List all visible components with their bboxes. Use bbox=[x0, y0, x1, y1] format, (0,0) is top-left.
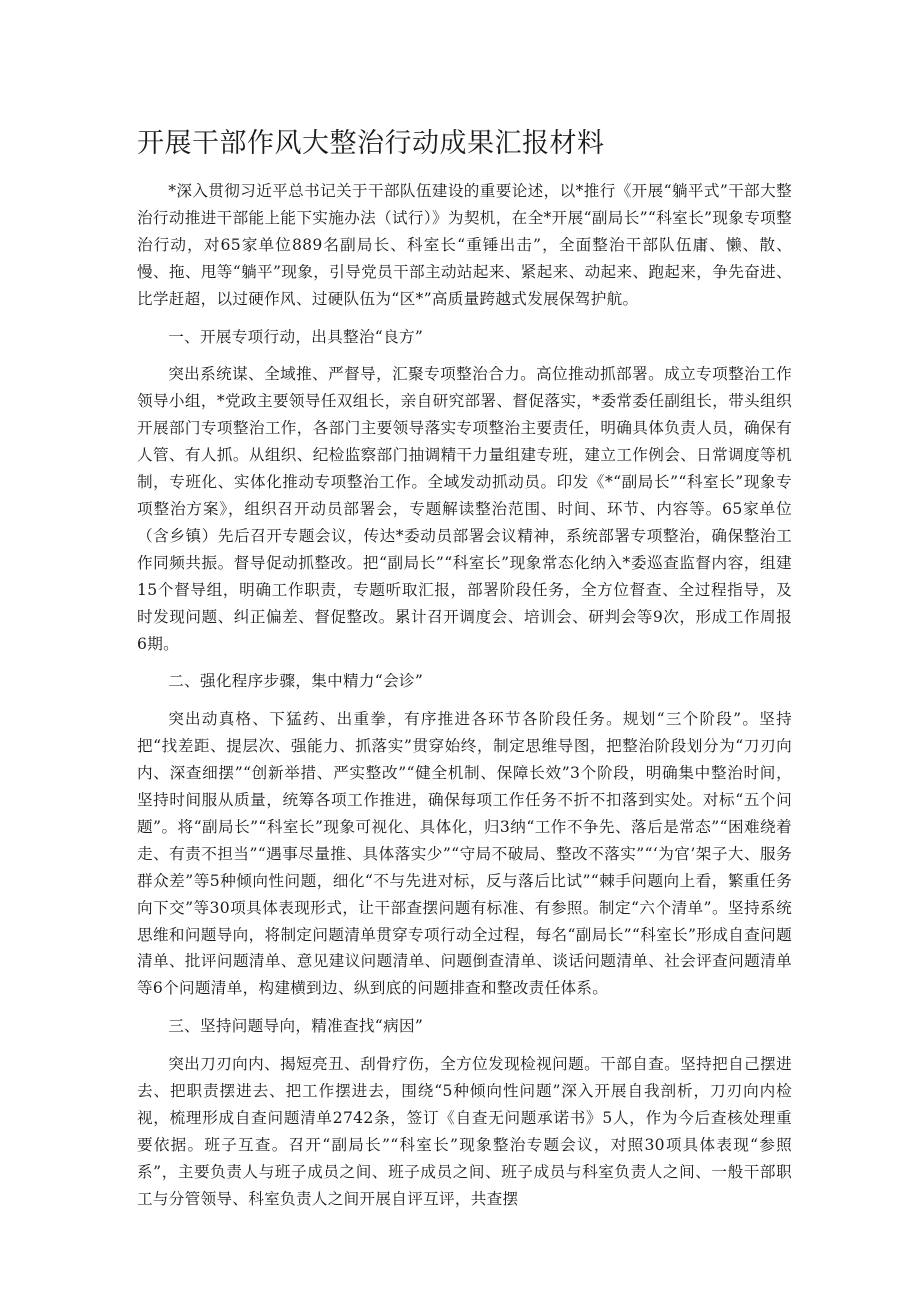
section-heading-1: 一、开展专项行动，出具整治“良方” bbox=[168, 327, 424, 346]
section-heading-2: 二、强化程序步骤，集中精力“会诊” bbox=[168, 672, 424, 691]
section-paragraph-2: 突出动真格、下猛药、出重拳，有序推进各环节各阶段任务。规划“三个阶段”。坚持把“找差距、提层次、强能力、抓落实”贯穿始终，制定思维导图，把整治阶段划分为“刀刃向内、深查细摆”“创新举措、严实整改”“健全机制、保障长效”3个阶段，明确集中整治时间，坚持时间服从质量，统筹各项工作推进，确保每项工作任务不折不扣落到实处。对标“五个问题”。将“副局长”“科室长”现象可视化、具体化，归3纳“工作不争先、落后是常态”“困难绕着走、有责不担当”“遇事尽量推、具体落实少”“守局不破局、整改不落实”“‘为官’架子大、服务群众差”等5种倾向性问题，细化“不与先进对标，反与落后比试”“棘手问题向上看，繁重任务向下交”等30项具体表现形式，让干部查摆问题有标准、有参照。制定“六个清单”。坚持系统思维和问题导向，将制定问题清单贯穿专项行动全过程，每名“副局长”“科室长”形成自查问题清单、批评问题清单、意见建议问题清单、问题倒查清单、谈话问题清单、社会评查问题清单等6个问题清单，构建横到边、纵到底的问题排查和整改责任体系。 bbox=[137, 710, 792, 998]
intro-paragraph: *深入贯彻习近平总书记关于干部队伍建设的重要论述，以*推行《开展“躺平式”干部大整治行动推进干部能上能下实施办法（试行）》为契机，在全*开展“副局长”“科室长”现象专项整治行动，对65家单位889名副局长、科室长“重锤出击”，全面整治干部队伍庸、懒、散、慢、拖、甩等“躺平”现象，引导党员干部主动站起来、紧起来、动起来、跑起来，争先奋进、比学赶超，以过硬作风、过硬队伍为“区*”高质量跨越式发展保驾护航。 bbox=[137, 182, 792, 308]
section-paragraph-1: 突出系统谋、全域推、严督导，汇聚专项整治合力。高位推动抓部署。成立专项整治工作领导小组，*党政主要领导任双组长，亲自研究部署、督促落实，*委常委任副组长，带头组织开展部门专项整治工作，各部门主要领导落实专项整治主要责任，明确具体负责人员，确保有人管、有人抓。从组织、纪检监察部门抽调精干力量组建专班，建立工作例会、日常调度等机制，专班化、实体化推动专项整治工作。全域发动抓动员。印发《*“副局长”“科室长”现象专项整治方案》，组织召开动员部署会，专题解读整治范围、时间、环节、内容等。65家单位（含乡镇）先后召开专题会议，传达*委动员部署会议精神，系统部署专项整治，确保整治工作同频共振。督导促动抓整改。把“副局长”“科室长”现象常态化纳入*委巡查监督内容，组建15个督导组，明确工作职责，专题听取汇报，部署阶段任务，全方位督查、全过程指导，及时发现问题、纠正偏差、督促整改。累计召开调度会、培训会、研判会等9次，形成工作周报6期。 bbox=[137, 365, 792, 653]
section-paragraph-3: 突出刀刃向内、揭短亮丑、刮骨疗伤，全方位发现检视问题。干部自查。坚持把自己摆进去、把职责摆进去、把工作摆进去，围绕“5种倾向性问题”深入开展自我剖析，刀刃向内检视，梳理形成自查问题清单2742条，签订《自查无问题承诺书》5人，作为今后查核处理重要依据。班子互查。召开“副局长”“科室长”现象整治专题会议，对照30项具体表现“参照系”，主要负责人与班子成员之间、班子成员之间、班子成员与科室负责人之间、一般干部职工与分管领导、科室负责人之间开展自评互评，共查摆 bbox=[137, 1055, 792, 1208]
document-body bbox=[137, 178, 792, 1224]
section-heading-3: 三、坚持问题导向，精准查找“病因” bbox=[168, 1017, 424, 1036]
document-title: 开展干部作风大整治行动成果汇报材料 bbox=[137, 128, 605, 159]
